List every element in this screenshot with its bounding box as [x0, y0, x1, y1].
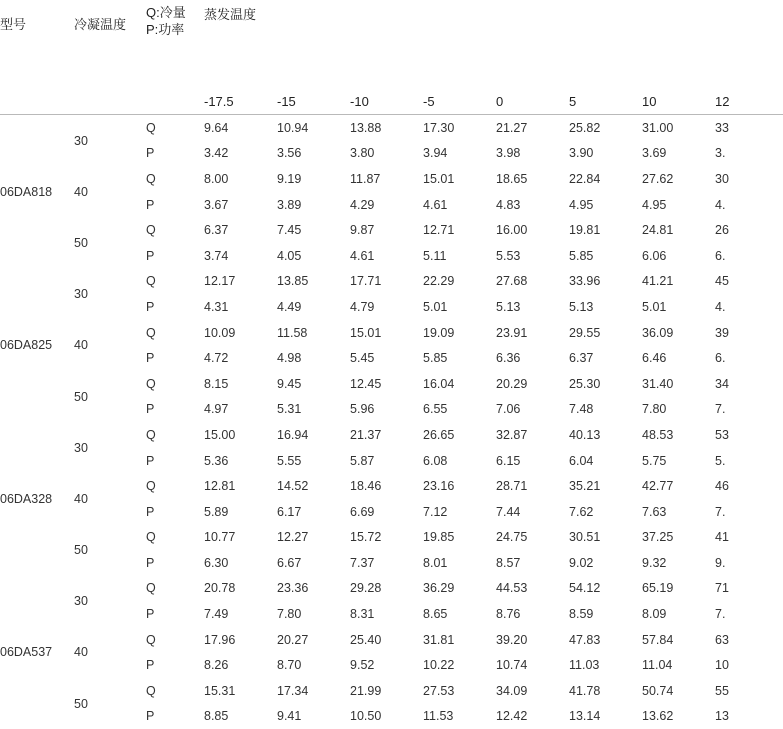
- data-cell: 11.03: [569, 658, 600, 673]
- data-cell: 19.85: [423, 530, 455, 545]
- data-cell: 27.68: [496, 274, 528, 289]
- data-cell: 65.19: [642, 581, 674, 596]
- temperature-header-pad: [146, 63, 204, 114]
- data-cell: 20.29: [496, 376, 528, 391]
- data-cell: 7.06: [496, 402, 521, 417]
- data-cell: 7.45: [277, 223, 302, 238]
- data-cell: 16.00: [496, 223, 528, 238]
- data-cell: 29.55: [569, 325, 601, 340]
- metric-label: Q: [146, 530, 156, 545]
- data-cell: 5.55: [277, 453, 302, 468]
- data-cell: 40.13: [569, 427, 601, 442]
- data-cell: 5.85: [569, 248, 594, 263]
- data-cell: 6.30: [204, 555, 229, 570]
- data-cell: 8.26: [204, 658, 229, 673]
- column-header-temperature: -15: [277, 94, 296, 109]
- data-cell: 6.46: [642, 351, 667, 366]
- data-cell: 7.: [715, 607, 726, 622]
- condensing-temperature-value: 40: [74, 184, 88, 199]
- column-header-temperature: -10: [350, 94, 369, 109]
- data-cell: 45: [715, 274, 729, 289]
- table-row: [0, 115, 783, 141]
- data-cell: 18.65: [496, 171, 528, 186]
- data-cell: 6.: [715, 351, 726, 366]
- data-cell: 10: [715, 658, 729, 673]
- data-cell: 6.06: [642, 248, 667, 263]
- data-cell: 15.01: [423, 171, 455, 186]
- data-cell: 25.30: [569, 376, 601, 391]
- table-header-row: [0, 0, 783, 63]
- data-cell: 8.85: [204, 709, 229, 724]
- data-cell: 8.76: [496, 607, 521, 622]
- data-cell: 36.09: [642, 325, 674, 340]
- table-row: [0, 217, 783, 243]
- data-cell: 7.37: [350, 555, 375, 570]
- data-cell: 7.49: [204, 607, 229, 622]
- data-cell: 31.40: [642, 376, 674, 391]
- data-cell: 36.29: [423, 581, 455, 596]
- data-cell: 31.81: [423, 632, 455, 647]
- data-cell: 41: [715, 530, 729, 545]
- data-cell: 11.87: [350, 171, 381, 186]
- data-cell: 57.84: [642, 632, 674, 647]
- column-header-temperature: -17.5: [204, 94, 234, 109]
- data-cell: 4.72: [204, 351, 229, 366]
- data-cell: 7.62: [569, 504, 594, 519]
- data-cell: 8.31: [350, 607, 375, 622]
- data-cell: 20.78: [204, 581, 236, 596]
- data-cell: 7.12: [423, 504, 448, 519]
- column-header-temperature: 10: [642, 94, 657, 109]
- temperature-header-pad: [0, 63, 74, 114]
- data-cell: 5.85: [423, 351, 448, 366]
- data-cell: 3.42: [204, 146, 229, 161]
- data-cell: 6.37: [569, 351, 594, 366]
- data-cell: 20.27: [277, 632, 309, 647]
- data-cell: 7.80: [642, 402, 667, 417]
- data-cell: 10.94: [277, 120, 309, 135]
- data-cell: 19.09: [423, 325, 455, 340]
- data-cell: 19.81: [569, 223, 601, 238]
- table-row: [0, 371, 783, 397]
- data-cell: 5.13: [569, 299, 594, 314]
- data-cell: 9.32: [642, 555, 667, 570]
- table-row: [0, 473, 783, 499]
- data-cell: 3.94: [423, 146, 448, 161]
- data-cell: 41.21: [642, 274, 674, 289]
- data-cell: 8.70: [277, 658, 302, 673]
- data-cell: 4.83: [496, 197, 521, 212]
- condensing-temperature-value: 40: [74, 338, 88, 353]
- condensing-temperature-value: 30: [74, 440, 88, 455]
- data-cell: 3.69: [642, 146, 667, 161]
- data-cell: 9.52: [350, 658, 375, 673]
- data-cell: 14.52: [277, 479, 309, 494]
- metric-label: Q: [146, 325, 156, 340]
- data-cell: 6.17: [277, 504, 302, 519]
- data-cell: 6.67: [277, 555, 302, 570]
- metric-label: P: [146, 658, 155, 673]
- data-cell: 10.50: [350, 709, 382, 724]
- data-cell: 47.83: [569, 632, 601, 647]
- data-cell: 23.16: [423, 479, 455, 494]
- data-cell: 4.: [715, 299, 726, 314]
- metric-label: Q: [146, 581, 156, 596]
- condensing-temperature-value: 30: [74, 287, 88, 302]
- data-cell: 8.15: [204, 376, 229, 391]
- data-cell: 5.45: [350, 351, 375, 366]
- data-cell: 3.: [715, 146, 726, 161]
- data-cell: 17.30: [423, 120, 455, 135]
- metric-label: P: [146, 709, 155, 724]
- metric-label: P: [146, 607, 155, 622]
- data-cell: 8.65: [423, 607, 448, 622]
- data-cell: 4.95: [569, 197, 594, 212]
- data-cell: 27.53: [423, 683, 455, 698]
- condensing-temperature-value: 40: [74, 645, 88, 660]
- data-cell: 35.21: [569, 479, 601, 494]
- table-row: [0, 166, 783, 192]
- data-cell: 29.28: [350, 581, 382, 596]
- metric-label: P: [146, 453, 155, 468]
- data-cell: 18.46: [350, 479, 382, 494]
- data-cell: 9.02: [569, 555, 594, 570]
- data-cell: 8.57: [496, 555, 521, 570]
- model-label: 06DA537: [0, 645, 53, 660]
- data-cell: 6.69: [350, 504, 375, 519]
- data-cell: 63: [715, 632, 729, 647]
- data-cell: 50.74: [642, 683, 674, 698]
- data-cell: 12.27: [277, 530, 309, 545]
- data-cell: 11.04: [642, 658, 673, 673]
- condensing-temperature-value: 50: [74, 543, 88, 558]
- data-cell: 5.01: [642, 299, 667, 314]
- data-cell: 9.41: [277, 709, 302, 724]
- data-cell: 3.74: [204, 248, 229, 263]
- data-cell: 3.89: [277, 197, 302, 212]
- data-cell: 26: [715, 223, 729, 238]
- data-cell: 13.88: [350, 120, 382, 135]
- data-cell: 12.81: [204, 479, 236, 494]
- condensing-temperature-value: 40: [74, 491, 88, 506]
- data-cell: 15.72: [350, 530, 382, 545]
- data-cell: 10.22: [423, 658, 455, 673]
- data-cell: 4.49: [277, 299, 302, 314]
- data-cell: 15.00: [204, 427, 236, 442]
- table-row: [0, 422, 783, 448]
- column-header-temperature: 5: [569, 94, 577, 109]
- data-cell: 34.09: [496, 683, 528, 698]
- data-cell: 71: [715, 581, 729, 596]
- data-cell: 5.31: [277, 402, 302, 417]
- data-cell: 5.75: [642, 453, 667, 468]
- data-cell: 53: [715, 427, 729, 442]
- data-cell: 9.: [715, 555, 726, 570]
- data-cell: 5.01: [423, 299, 448, 314]
- metric-label: Q: [146, 223, 156, 238]
- data-cell: 23.36: [277, 581, 309, 596]
- metric-label: P: [146, 402, 155, 417]
- metric-label: Q: [146, 632, 156, 647]
- data-cell: 10.77: [204, 530, 236, 545]
- metric-label: P: [146, 248, 155, 263]
- data-cell: 13.85: [277, 274, 309, 289]
- table-row: [0, 576, 783, 602]
- header-condensing-temp: 冷凝温度: [74, 16, 127, 32]
- data-cell: 9.64: [204, 120, 229, 135]
- data-cell: 5.36: [204, 453, 229, 468]
- header-spacer: [350, 0, 783, 63]
- data-cell: 3.98: [496, 146, 521, 161]
- data-cell: 13.62: [642, 709, 674, 724]
- data-cell: 22.29: [423, 274, 455, 289]
- data-cell: 6.36: [496, 351, 521, 366]
- data-cell: 3.80: [350, 146, 375, 161]
- data-cell: 28.71: [496, 479, 528, 494]
- data-cell: 54.12: [569, 581, 601, 596]
- data-cell: 4.31: [204, 299, 229, 314]
- data-cell: 21.37: [350, 427, 382, 442]
- data-cell: 17.71: [350, 274, 382, 289]
- data-cell: 6.08: [423, 453, 448, 468]
- data-cell: 21.99: [350, 683, 382, 698]
- data-cell: 5.87: [350, 453, 375, 468]
- data-cell: 34: [715, 376, 729, 391]
- column-header-temperature: 0: [496, 94, 504, 109]
- metric-label: Q: [146, 427, 156, 442]
- data-cell: 4.29: [350, 197, 375, 212]
- data-cell: 6.55: [423, 402, 448, 417]
- data-cell: 33.96: [569, 274, 601, 289]
- data-cell: 22.84: [569, 171, 601, 186]
- data-cell: 17.96: [204, 632, 236, 647]
- table-row: [0, 320, 783, 346]
- data-cell: 6.15: [496, 453, 521, 468]
- data-cell: 7.80: [277, 607, 302, 622]
- metric-label: Q: [146, 683, 156, 698]
- data-cell: 25.40: [350, 632, 382, 647]
- data-cell: 4.95: [642, 197, 667, 212]
- data-cell: 55: [715, 683, 729, 698]
- metric-label: Q: [146, 171, 156, 186]
- data-cell: 3.56: [277, 146, 302, 161]
- data-cell: 8.09: [642, 607, 667, 622]
- condensing-temperature-value: 50: [74, 389, 88, 404]
- data-cell: 10.09: [204, 325, 236, 340]
- column-header-temperature: 12: [715, 94, 730, 109]
- data-cell: 25.82: [569, 120, 601, 135]
- header-p-legend: P:功率: [146, 22, 185, 37]
- data-cell: 15.01: [350, 325, 382, 340]
- data-cell: 6.37: [204, 223, 229, 238]
- data-cell: 9.87: [350, 223, 375, 238]
- temperature-header-pad: [74, 63, 146, 114]
- table-row: [0, 678, 783, 704]
- header-evaporating-temp: 蒸发温度: [204, 7, 257, 22]
- data-cell: 8.01: [423, 555, 448, 570]
- data-cell: 41.78: [569, 683, 601, 698]
- data-cell: 39.20: [496, 632, 528, 647]
- data-cell: 5.53: [496, 248, 521, 263]
- data-cell: 26.65: [423, 427, 455, 442]
- data-cell: 7.44: [496, 504, 521, 519]
- data-cell: 27.62: [642, 171, 674, 186]
- data-cell: 15.31: [204, 683, 236, 698]
- data-cell: 12.42: [496, 709, 528, 724]
- data-cell: 7.63: [642, 504, 667, 519]
- table-row: [0, 627, 783, 653]
- data-cell: 4.97: [204, 402, 229, 417]
- data-cell: 13.14: [569, 709, 601, 724]
- condensing-temperature-value: 50: [74, 235, 88, 250]
- data-cell: 46: [715, 479, 729, 494]
- data-cell: 37.25: [642, 530, 674, 545]
- metric-label: Q: [146, 479, 156, 494]
- model-label: 06DA328: [0, 491, 53, 506]
- data-cell: 12.45: [350, 376, 382, 391]
- data-cell: 12.17: [204, 274, 236, 289]
- metric-label: P: [146, 351, 155, 366]
- metric-label: P: [146, 197, 155, 212]
- data-cell: 11.58: [277, 325, 308, 340]
- metric-label: P: [146, 146, 155, 161]
- data-cell: 24.75: [496, 530, 528, 545]
- data-cell: 44.53: [496, 581, 528, 596]
- data-cell: 32.87: [496, 427, 528, 442]
- table-row: [0, 269, 783, 295]
- data-cell: 8.59: [569, 607, 594, 622]
- data-cell: 13: [715, 709, 729, 724]
- data-cell: 3.90: [569, 146, 594, 161]
- table-row: [0, 525, 783, 551]
- condensing-temperature-value: 50: [74, 696, 88, 711]
- data-cell: 39: [715, 325, 729, 340]
- data-cell: 7.: [715, 504, 726, 519]
- data-cell: 6.04: [569, 453, 594, 468]
- model-label: 06DA825: [0, 338, 53, 353]
- data-cell: 3.67: [204, 197, 229, 212]
- data-cell: 21.27: [496, 120, 528, 135]
- data-cell: 9.19: [277, 171, 302, 186]
- data-cell: 24.81: [642, 223, 674, 238]
- data-cell: 5.96: [350, 402, 375, 417]
- data-cell: 11.53: [423, 709, 454, 724]
- data-cell: 30.51: [569, 530, 601, 545]
- metric-label: Q: [146, 376, 156, 391]
- data-cell: 6.: [715, 248, 726, 263]
- data-cell: 7.48: [569, 402, 594, 417]
- data-cell: 4.61: [350, 248, 375, 263]
- metric-label: Q: [146, 120, 156, 135]
- data-cell: 9.45: [277, 376, 302, 391]
- data-cell: 42.77: [642, 479, 674, 494]
- data-cell: 7.: [715, 402, 726, 417]
- data-cell: 4.61: [423, 197, 448, 212]
- metric-label: Q: [146, 274, 156, 289]
- data-cell: 4.: [715, 197, 726, 212]
- data-cell: 31.00: [642, 120, 674, 135]
- data-cell: 48.53: [642, 427, 674, 442]
- data-cell: 4.79: [350, 299, 375, 314]
- data-cell: 4.05: [277, 248, 302, 263]
- header-q-p-legend: [146, 0, 204, 63]
- model-label: 06DA818: [0, 184, 53, 199]
- metric-label: P: [146, 555, 155, 570]
- temperature-header-row: [0, 63, 783, 114]
- data-cell: 23.91: [496, 325, 528, 340]
- data-cell: 10.74: [496, 658, 528, 673]
- data-cell: 12.71: [423, 223, 455, 238]
- condensing-temperature-value: 30: [74, 594, 88, 609]
- data-cell: 16.04: [423, 376, 455, 391]
- condensing-temperature-value: 30: [74, 133, 88, 148]
- column-header-temperature: -5: [423, 94, 435, 109]
- data-cell: 5.11: [423, 248, 447, 263]
- metric-label: P: [146, 504, 155, 519]
- data-cell: 5.13: [496, 299, 521, 314]
- data-cell: 8.00: [204, 171, 229, 186]
- data-cell: 30: [715, 171, 729, 186]
- metric-label: P: [146, 299, 155, 314]
- data-cell: 16.94: [277, 427, 309, 442]
- data-cell: 33: [715, 120, 729, 135]
- header-q-legend: Q:冷量: [146, 5, 186, 20]
- data-cell: 17.34: [277, 683, 309, 698]
- data-cell: 4.98: [277, 351, 302, 366]
- header-model: 型号: [0, 16, 27, 32]
- data-cell: 5.: [715, 453, 726, 468]
- data-cell: 5.89: [204, 504, 229, 519]
